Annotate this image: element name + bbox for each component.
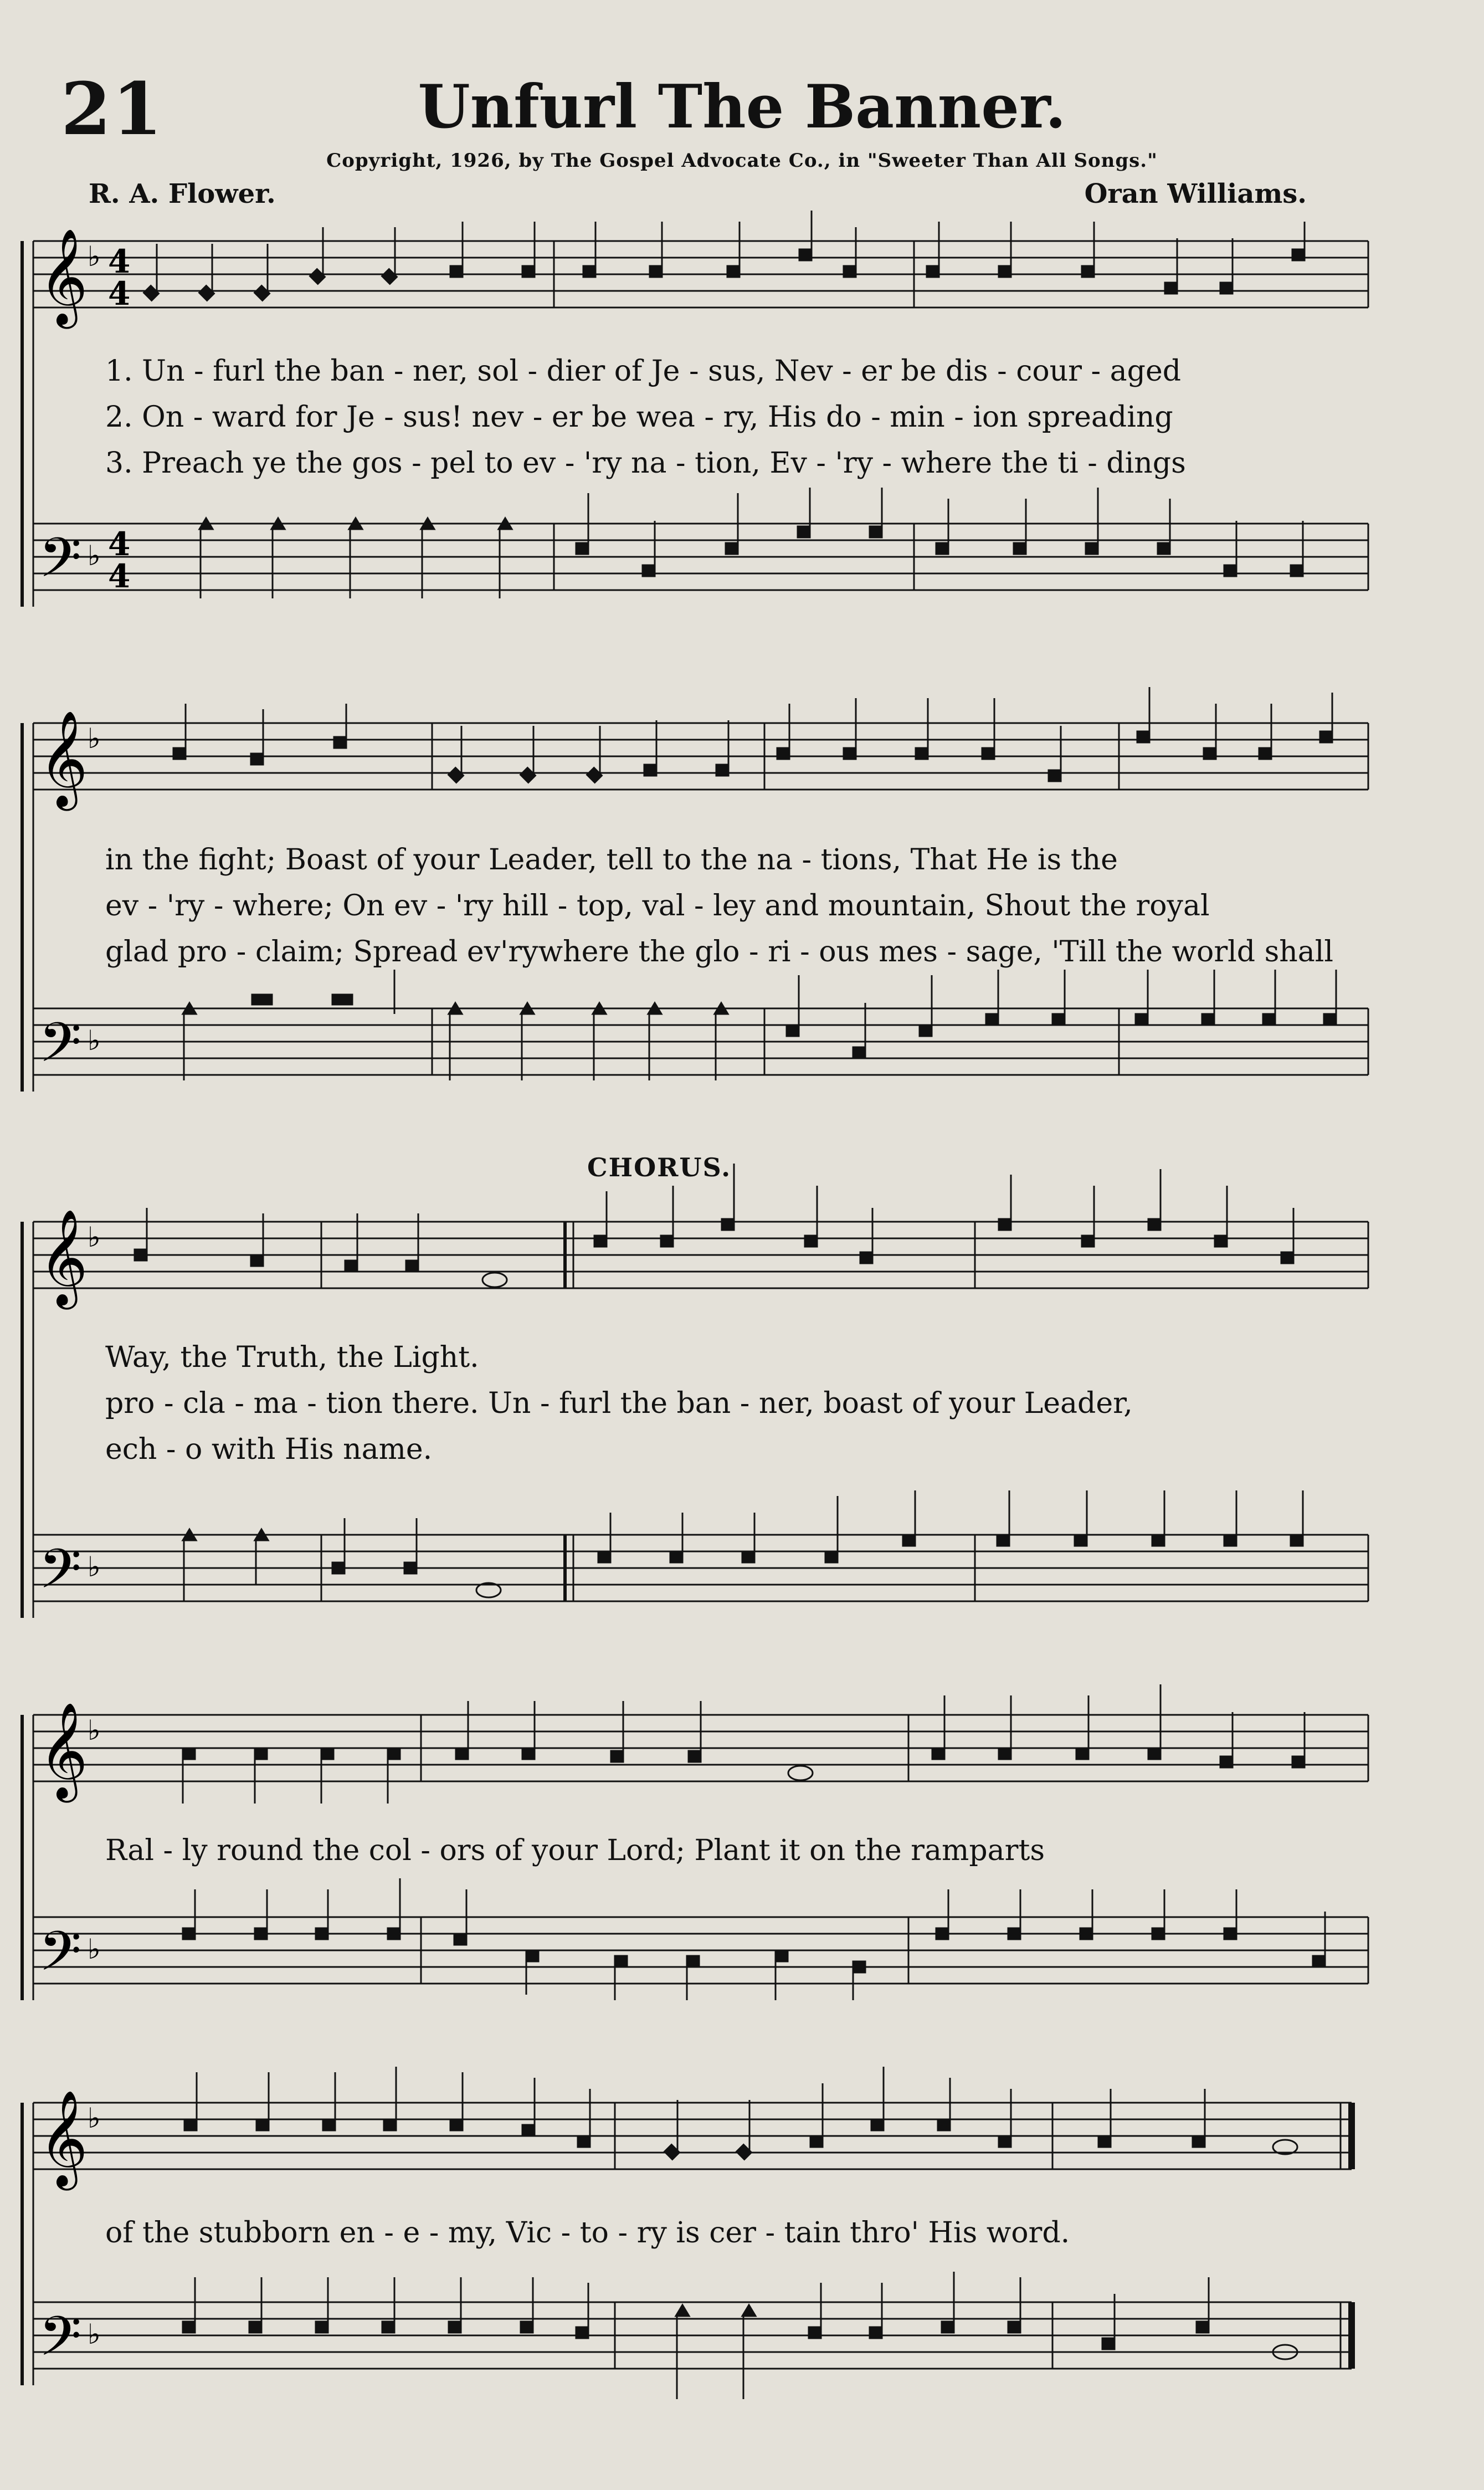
- svg-text:𝄞: 𝄞: [39, 1209, 88, 1305]
- svg-text:𝄞: 𝄞: [39, 2090, 88, 2186]
- svg-text:♭: ♭: [88, 1551, 101, 1583]
- copyright-notice: Copyright, 1926, by The Gospel Advocate Co., in "Sweeter Than All Songs.": [326, 150, 1158, 172]
- svg-text:♭: ♭: [88, 1933, 101, 1965]
- svg-text:♭: ♭: [88, 540, 101, 572]
- svg-text:4: 4: [108, 557, 131, 595]
- svg-text:♭: ♭: [88, 1221, 101, 1253]
- svg-text:𝄢: 𝄢: [39, 1920, 82, 1997]
- lyric-line: glad pro - claim; Spread ev'rywhere the glo - ri - ous mes - sage, 'Till the world shall: [105, 935, 1334, 969]
- svg-text:𝄞: 𝄞: [39, 1702, 88, 1799]
- lyric-line: Way, the Truth, the Light.: [105, 1341, 479, 1374]
- svg-text:♭: ♭: [88, 1714, 101, 1746]
- svg-text:𝄢: 𝄢: [39, 1538, 82, 1615]
- svg-text:𝄢: 𝄢: [39, 1011, 82, 1088]
- svg-text:𝄞: 𝄞: [39, 710, 88, 807]
- chorus-label: CHORUS.: [587, 1152, 732, 1182]
- lyric-line: 3. Preach ye the gos - pel to ev - 'ry na - tion, Ev - 'ry - where the ti - dings: [105, 447, 1186, 480]
- hymn-number: 21: [61, 66, 163, 151]
- music-system-3: [0, 1152, 1484, 1635]
- music-system-5: [0, 2050, 1484, 2405]
- lyric-line: in the fight; Boast of your Leader, tell to the na - tions, That He is the: [105, 843, 1118, 877]
- svg-text:♭: ♭: [88, 2318, 101, 2350]
- svg-text:♭: ♭: [88, 2102, 101, 2134]
- music-system-4: [0, 1668, 1484, 2022]
- svg-text:♭: ♭: [88, 240, 101, 273]
- lyric-line: Ral - ly round the col - ors of your Lord; Plant it on the ramparts: [105, 1834, 1045, 1867]
- lyric-line: 1. Un - furl the ban - ner, sol - dier of Je - sus, Nev - er be dis - cour - aged: [105, 355, 1182, 388]
- lyric-line: ech - o with His name.: [105, 1433, 433, 1466]
- svg-text:4: 4: [108, 275, 131, 312]
- lyric-line: pro - cla - ma - tion there. Un - furl the ban - ner, boast of your Leader,: [105, 1387, 1133, 1420]
- lyricist: R. A. Flower.: [89, 178, 276, 209]
- music-system-1: [0, 211, 1484, 632]
- svg-text:♭: ♭: [88, 1024, 101, 1057]
- lyric-line: of the stubborn en - e - my, Vic - to - ry is cer - tain thro' His word.: [105, 2216, 1070, 2250]
- svg-text:4: 4: [108, 243, 131, 280]
- lyric-line: 2. On - ward for Je - sus! nev - er be wea - ry, His do - min - ion spreading: [105, 401, 1173, 434]
- svg-text:4: 4: [108, 525, 131, 563]
- music-system-2: [0, 682, 1484, 1114]
- svg-text:𝄢: 𝄢: [39, 2305, 82, 2382]
- svg-text:𝄞: 𝄞: [39, 228, 88, 325]
- svg-text:♭: ♭: [88, 723, 101, 755]
- hymn-title: Unfurl The Banner.: [418, 72, 1066, 142]
- svg-text:𝄢: 𝄢: [39, 526, 82, 603]
- composer: Oran Williams.: [1084, 178, 1307, 209]
- lyric-line: ev - 'ry - where; On ev - 'ry hill - top, val - ley and mountain, Shout the royal: [105, 889, 1210, 923]
